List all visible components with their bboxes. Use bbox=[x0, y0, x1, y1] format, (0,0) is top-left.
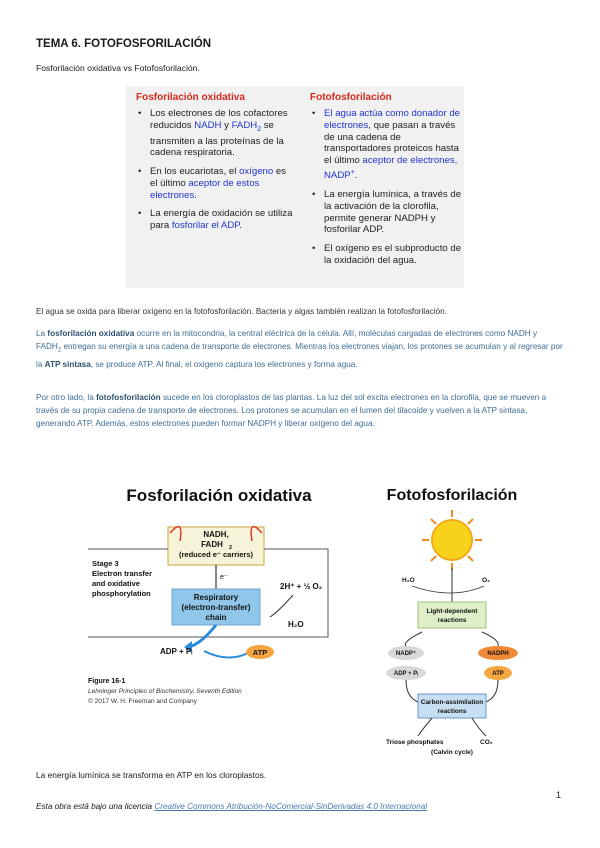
page-title: TEMA 6. FOTOFOSFORILACIÓN bbox=[36, 38, 212, 50]
oxidativa-column bbox=[136, 92, 294, 239]
carbon-label-1: Carbon-assimilation bbox=[420, 699, 484, 706]
light-dependent-box bbox=[418, 602, 486, 628]
h2o-label: H₂O bbox=[402, 577, 415, 584]
atp-label: ATP bbox=[252, 648, 268, 657]
chain-label-1: Respiratory bbox=[193, 593, 239, 602]
stage-desc-3: phosphorylation bbox=[92, 589, 151, 598]
nadph-label: NADPH bbox=[487, 651, 509, 657]
photophosphorylation-figure bbox=[362, 482, 542, 758]
oxidativa-bullet-3: • La energía de oxidación se utiliza para fosforilar el ADP. bbox=[150, 208, 294, 232]
o2-label: O₂ bbox=[482, 577, 490, 584]
chain-label-2: (electron-transfer) bbox=[181, 603, 251, 612]
oxygen-label: 2H⁺ + ½ O₂ bbox=[280, 582, 323, 591]
carriers-desc: (reduced e⁻ carriers) bbox=[179, 550, 253, 559]
foto-column bbox=[310, 92, 462, 274]
paragraph-3: Por otro lado, la fotofosforilación sucede en los cloroplastos de las plantas. La luz del sol excita electrones en la clorofila, que se mueven a través de su propia cadena de transporte de electrones. Los protones se acumulan en el lumen del tilacoide y vuelven a la ATP sintasa, generando ATP. Además, estos electrones pueden formar NADPH y liberar oxígeno del agua. bbox=[36, 393, 547, 429]
foto-bullet-3: • El oxígeno es el subproducto de la oxidación del agua. bbox=[324, 243, 462, 267]
comparison-box bbox=[126, 86, 464, 288]
adp-right-label: ADP + Pᵢ bbox=[393, 671, 419, 677]
carbon-label-2: reactions bbox=[437, 708, 467, 715]
carriers-fadh-sub: 2 bbox=[229, 545, 233, 551]
electron-label: e⁻ bbox=[220, 574, 228, 581]
atp-right-label: ATP bbox=[492, 671, 504, 677]
figure-right-title: Fotofosforilación bbox=[386, 487, 518, 504]
foto-heading: Fotofosforilación bbox=[310, 92, 392, 103]
water-label: H₂O bbox=[288, 620, 304, 629]
page-number: 1 bbox=[556, 790, 562, 800]
carriers-nadh: NADH, bbox=[203, 530, 229, 539]
figure-copyright: © 2017 W. H. Freeman and Company bbox=[88, 698, 197, 705]
figure-book: Lehninger Principles of Biochemistry, Seventh Edition bbox=[88, 688, 242, 695]
chain-label-3: chain bbox=[205, 613, 227, 622]
stage-label: Stage 3 bbox=[92, 559, 119, 568]
co2-label: CO₂ bbox=[480, 739, 493, 746]
light-dep-label-1: Light-dependent bbox=[426, 608, 478, 615]
figure-number: Figure 16-1 bbox=[88, 678, 126, 685]
oxidativa-bullet-2: • En los eucariotas, el oxígeno es el último aceptor de estos electrones. bbox=[150, 166, 294, 201]
calvin-label: (Calvin cycle) bbox=[431, 749, 473, 756]
foto-bullet-1: • El agua actúa como donador de electrones, que pasan a través de una cadena de transportadores proteicos hasta el último aceptor de electrones, NADP+. bbox=[324, 108, 462, 182]
license-notice: Esta obra está bajo una licencia Creative Commons Atribución-NoComercial-SinDerivadas 4.0 Internacional bbox=[36, 802, 428, 811]
stage-desc-2: and oxidative bbox=[92, 579, 140, 588]
figure-left-title: Fosforilación oxidativa bbox=[126, 486, 312, 505]
paragraph-2: La fosforilación oxidativa ocurre en la mitocondria, la central eléctrica de la célula. Allí, moléculas cargadas de electrones como NADH y $FADH_2$ entregan su energía a una cadena de transporte de electrones. Mientras los electrones viajan, los protones se acumulan y al regresar por la ATP sintasa, se produce ATP. Al final, el oxígeno captura los electrones y forma agua. bbox=[36, 329, 563, 370]
triose-label: Triose phosphates bbox=[386, 739, 444, 746]
oxidative-phosphorylation-figure bbox=[88, 477, 350, 717]
page-subtitle: Fosforilación oxidativa vs Fotofosforilación. bbox=[36, 63, 200, 73]
foto-bullet-2: • La energía lumínica, a través de la activación de la clorofila, permite generar NADPH y fosforilar ADP. bbox=[324, 189, 462, 236]
nadp-label: NADP⁺ bbox=[395, 651, 417, 657]
stage-desc-1: Electron transfer bbox=[92, 569, 153, 578]
paragraph-1: El agua se oxida para liberar oxígeno en la fotofosforilación. Bacteria y algas también realizan la fotofosforilación. bbox=[36, 307, 447, 316]
figure-caption: La energía lumínica se transforma en ATP en los cloroplastos. bbox=[36, 770, 267, 780]
oxidativa-heading: Fosforilación oxidativa bbox=[136, 92, 245, 103]
light-dep-label-2: reactions bbox=[437, 617, 467, 624]
sun-icon bbox=[422, 510, 482, 570]
license-link[interactable]: Creative Commons Atribución-NoComercial-SinDerivadas 4.0 Internacional bbox=[154, 802, 428, 811]
oxidativa-bullet-1: • Los electrones de los cofactores reducidos NADH y $FADH_2$ se transmiten a las proteínas de la cadena respiratoria. bbox=[150, 108, 294, 159]
carriers-fadh: FADH bbox=[201, 540, 223, 549]
adp-label: ADP + Pᵢ bbox=[160, 647, 193, 656]
